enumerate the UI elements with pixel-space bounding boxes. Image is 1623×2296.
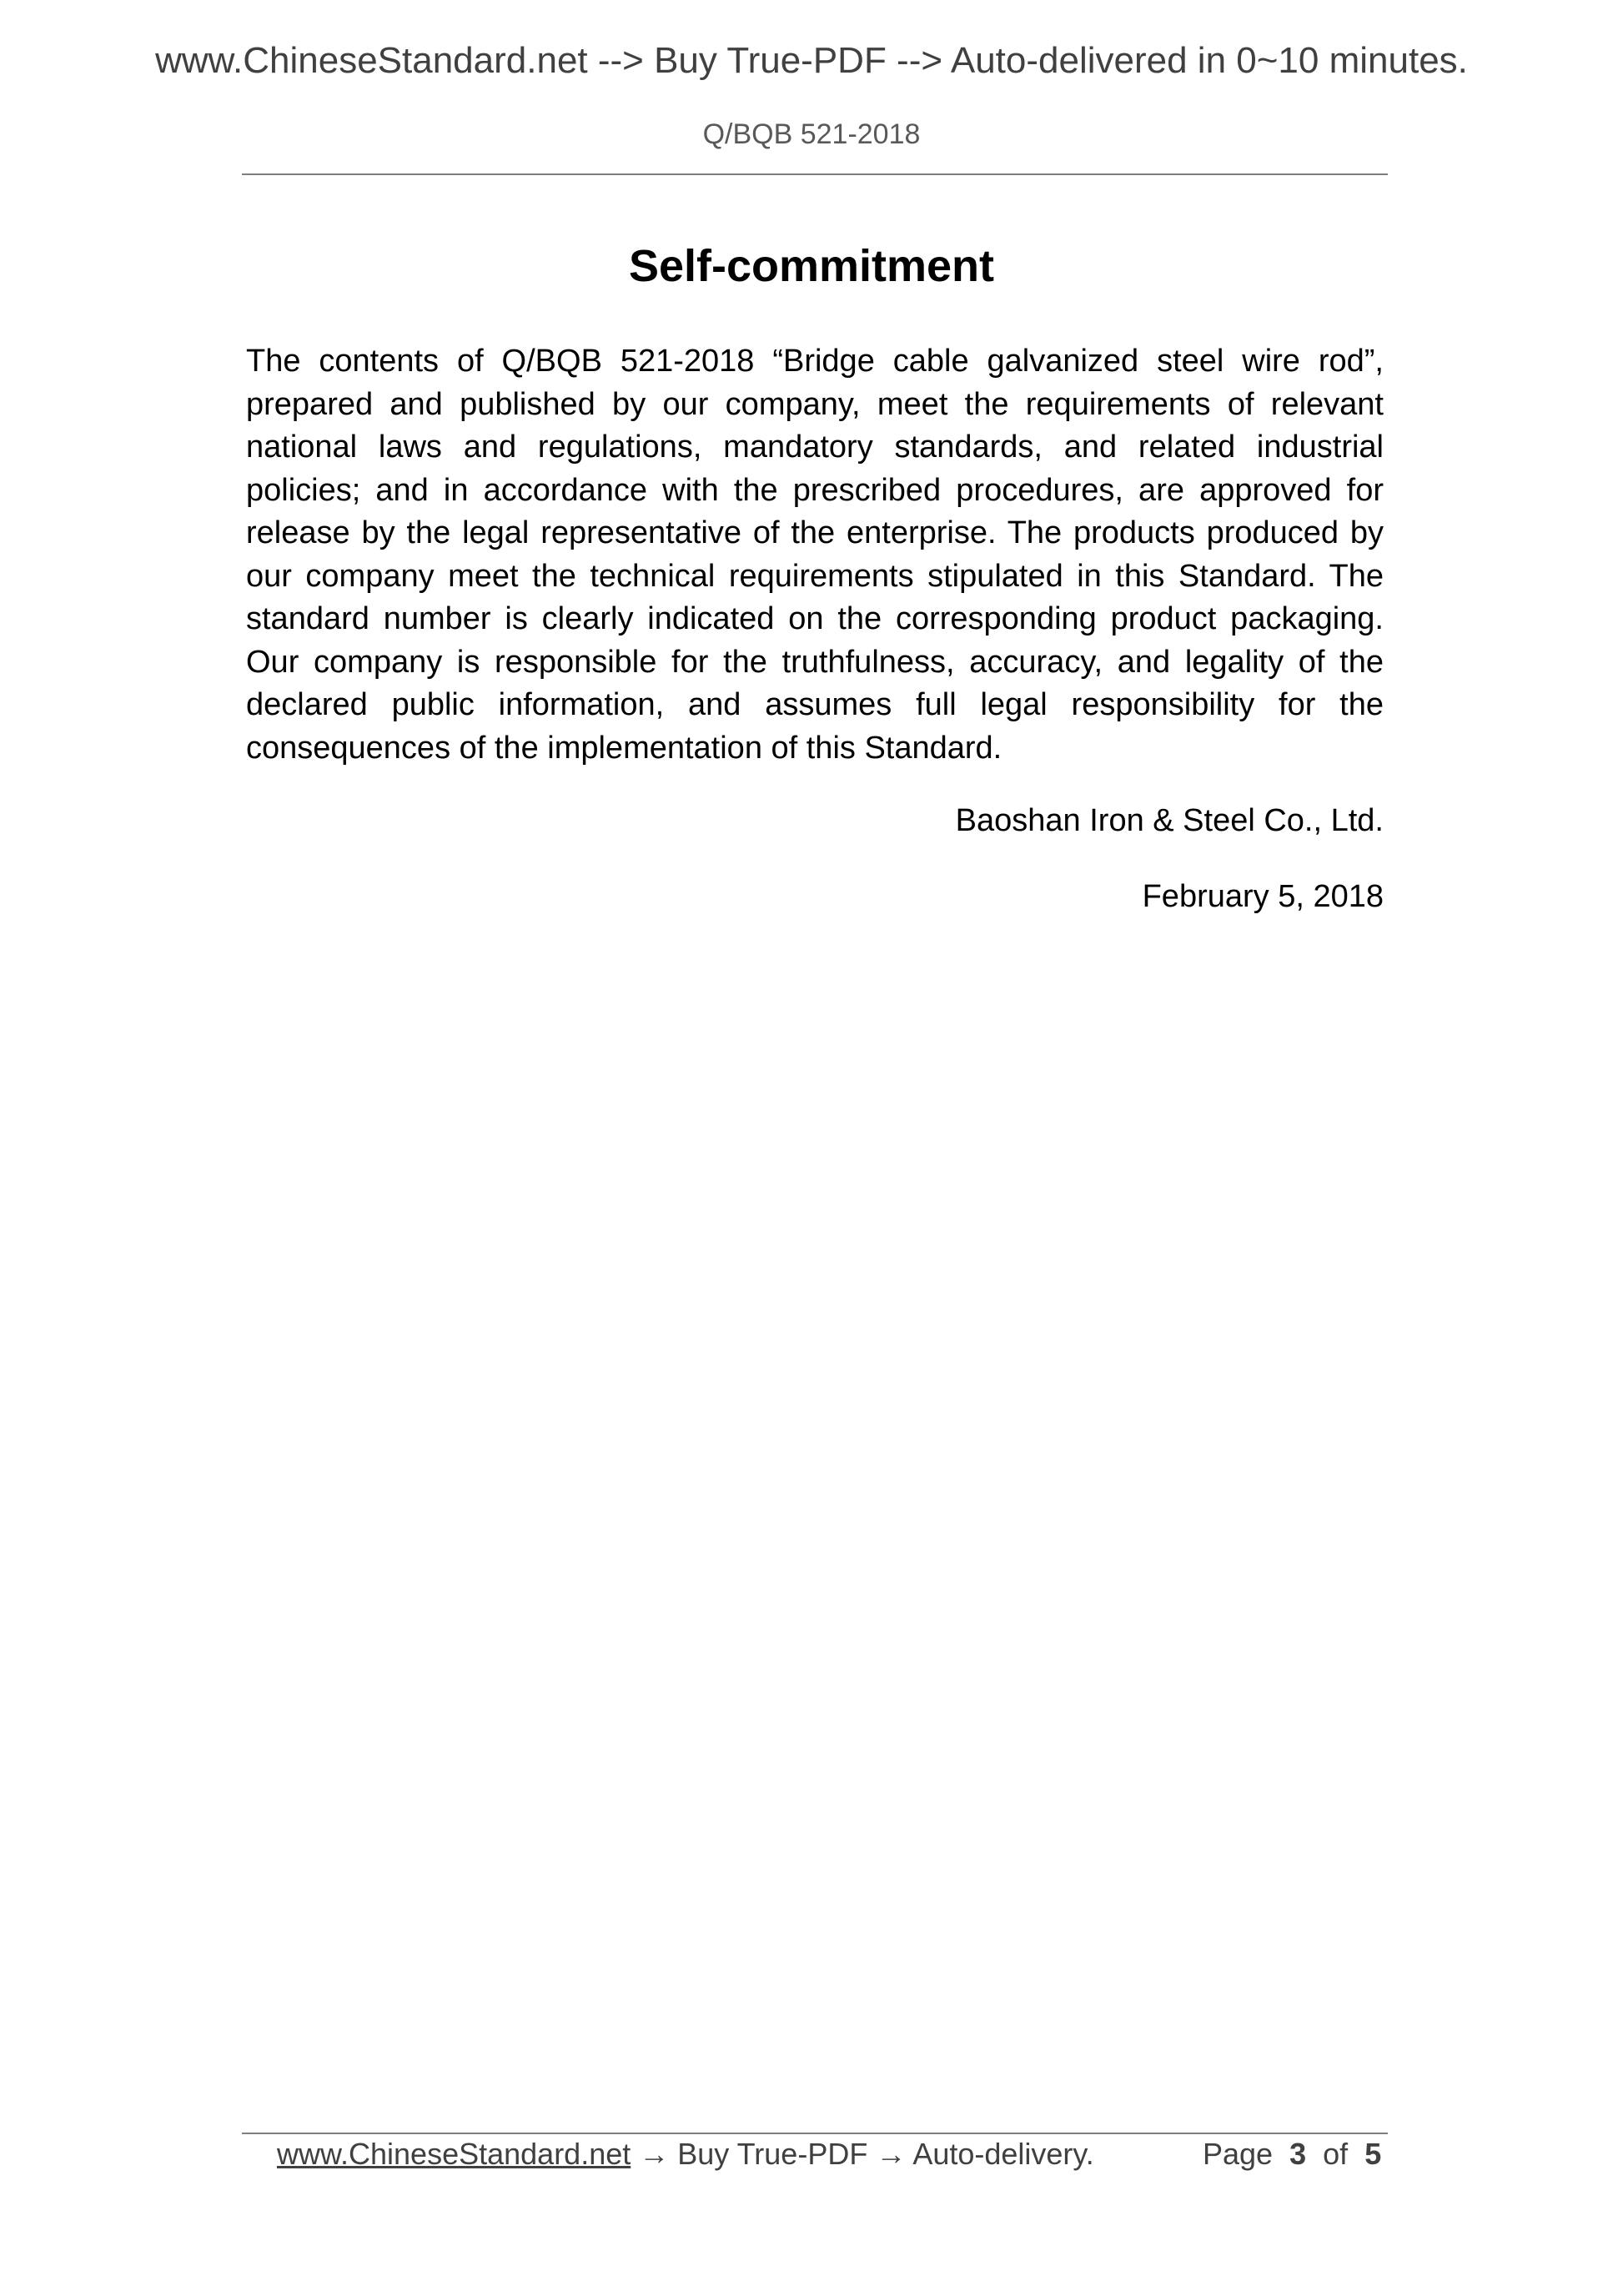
page-label: Page [1203, 2137, 1274, 2171]
page-total: 5 [1364, 2137, 1382, 2171]
top-banner: www.ChineseStandard.net --> Buy True-PDF --> Auto-delivered in 0~10 minutes. [155, 40, 1468, 81]
footer-site-link[interactable]: www.ChineseStandard.net [277, 2137, 631, 2171]
footer [277, 2137, 1388, 2172]
page-number: 3 [1289, 2137, 1307, 2171]
of-label: of [1323, 2137, 1349, 2171]
header-divider [242, 173, 1388, 175]
signature-date: February 5, 2018 [1142, 879, 1384, 914]
footer-divider [242, 2133, 1388, 2134]
signer-name: Baoshan Iron & Steel Co., Ltd. [955, 803, 1384, 838]
page-indicator [1203, 2137, 1381, 2172]
commitment-paragraph: The contents of Q/BQB 521-2018 “Bridge cable galvanized steel wire rod”, prepared and published by our company, meet the requirements of relevant national laws and regulations, mandatory standards, and related industrial policies; and in accordance with the prescribed procedures, are approved for release by the legal representative of the enterprise. The products produced by our company meet the technical requirements stipulated in this Standard. The standard number is clearly indicated on the corresponding product packaging. Our company is responsible for the truthfulness, accuracy, and legality of the declared public information, and assumes full legal responsibility for the consequences of the implementation of this Standard. [246, 344, 1384, 766]
document-code: Q/BQB 521-2018 [702, 118, 921, 150]
page-title: Self-commitment [628, 241, 995, 291]
footer-tagline: → Buy True-PDF → Auto-delivery. [631, 2137, 1094, 2171]
